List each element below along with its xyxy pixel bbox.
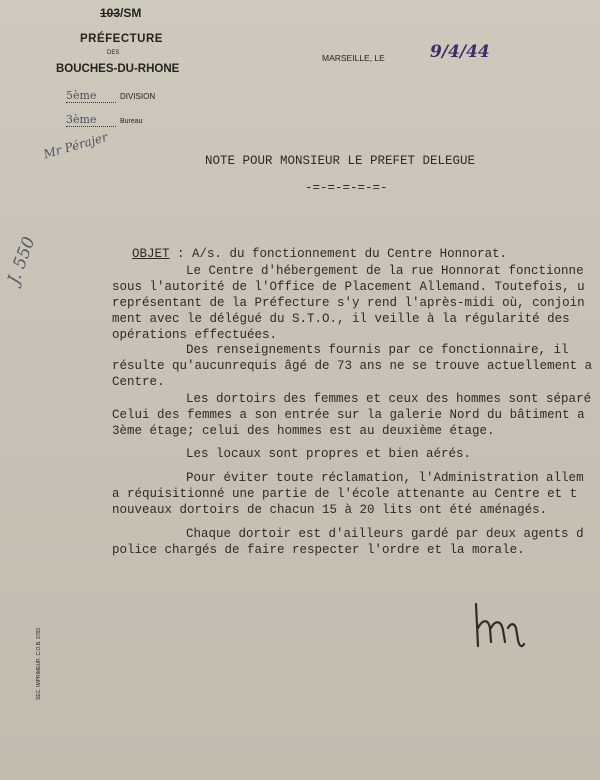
- body-line: Chaque dortoir est d'ailleurs gardé par deux agents d: [186, 527, 584, 541]
- city-date-label: MARSEILLE, LE: [322, 53, 385, 63]
- signature-mark: [470, 598, 530, 658]
- handwritten-date: 9/4/44: [430, 42, 490, 62]
- body-line: ment avec le délégué du S.T.O., il veille à la régularité des: [112, 312, 570, 326]
- body-line: a réquisitionné une partie de l'école attenante au Centre et t: [112, 487, 578, 501]
- printer-mark: SEC. IMPRIMEUR. C.O.B. 3783: [36, 628, 42, 700]
- body-line: nouveaux dortoirs de chacun 15 à 20 lits ont été aménagés.: [112, 503, 548, 517]
- signature: [470, 598, 530, 663]
- division-label: DIVISION: [120, 92, 156, 101]
- title-separator: -=-=-=-=-=-: [305, 181, 388, 195]
- margin-note: Mr Pérajer: [42, 129, 110, 162]
- des-label: DES: [107, 50, 120, 56]
- note-title: NOTE POUR MONSIEUR LE PREFET DELEGUE: [205, 154, 476, 168]
- body-line: Celui des femmes a son entrée sur la galerie Nord du bâtiment a: [112, 408, 585, 422]
- body-line: représentant de la Préfecture s'y rend l'après-midi où, conjoin: [112, 296, 585, 310]
- department-heading: BOUCHES-DU-RHONE: [56, 63, 180, 75]
- division-number: 5ème: [66, 89, 116, 103]
- body-line: opérations effectuées.: [112, 328, 278, 342]
- bureau-label: Bureau: [120, 118, 143, 125]
- body-line: résulte qu'aucunrequis âgé de 73 ans ne se trouve actuellement a: [112, 359, 593, 373]
- body-line: sous l'autorité de l'Office de Placement Allemand. Toutefois, u: [112, 280, 585, 294]
- body-line: police chargés de faire respecter l'ordre et la morale.: [112, 543, 525, 557]
- bureau-number: 3ème: [66, 113, 116, 127]
- objet-label: OBJET: [132, 247, 170, 261]
- body-line: Les locaux sont propres et bien aérés.: [186, 447, 472, 461]
- body-line: Pour éviter toute réclamation, l'Administration allem: [186, 471, 584, 485]
- prefecture-heading: PRÉFECTURE: [80, 33, 163, 45]
- objet-text: : A/s. du fonctionnement du Centre Honnorat.: [177, 247, 508, 261]
- objet-line: [117, 230, 507, 262]
- margin-number: J. 550: [4, 234, 40, 287]
- reference-number: 103/SM: [100, 6, 142, 20]
- division-line: [66, 86, 155, 104]
- body-line: Des renseignements fournis par ce fonctionnaire, il: [186, 343, 569, 357]
- body-line: Centre.: [112, 375, 165, 389]
- bureau-line: [66, 110, 143, 128]
- body-line: Les dortoirs des femmes et ceux des hommes sont séparé: [186, 392, 592, 406]
- body-line: Le Centre d'hébergement de la rue Honnorat fonctionne: [186, 264, 584, 278]
- body-line: 3ème étage; celui des hommes est au deuxième étage.: [112, 424, 495, 438]
